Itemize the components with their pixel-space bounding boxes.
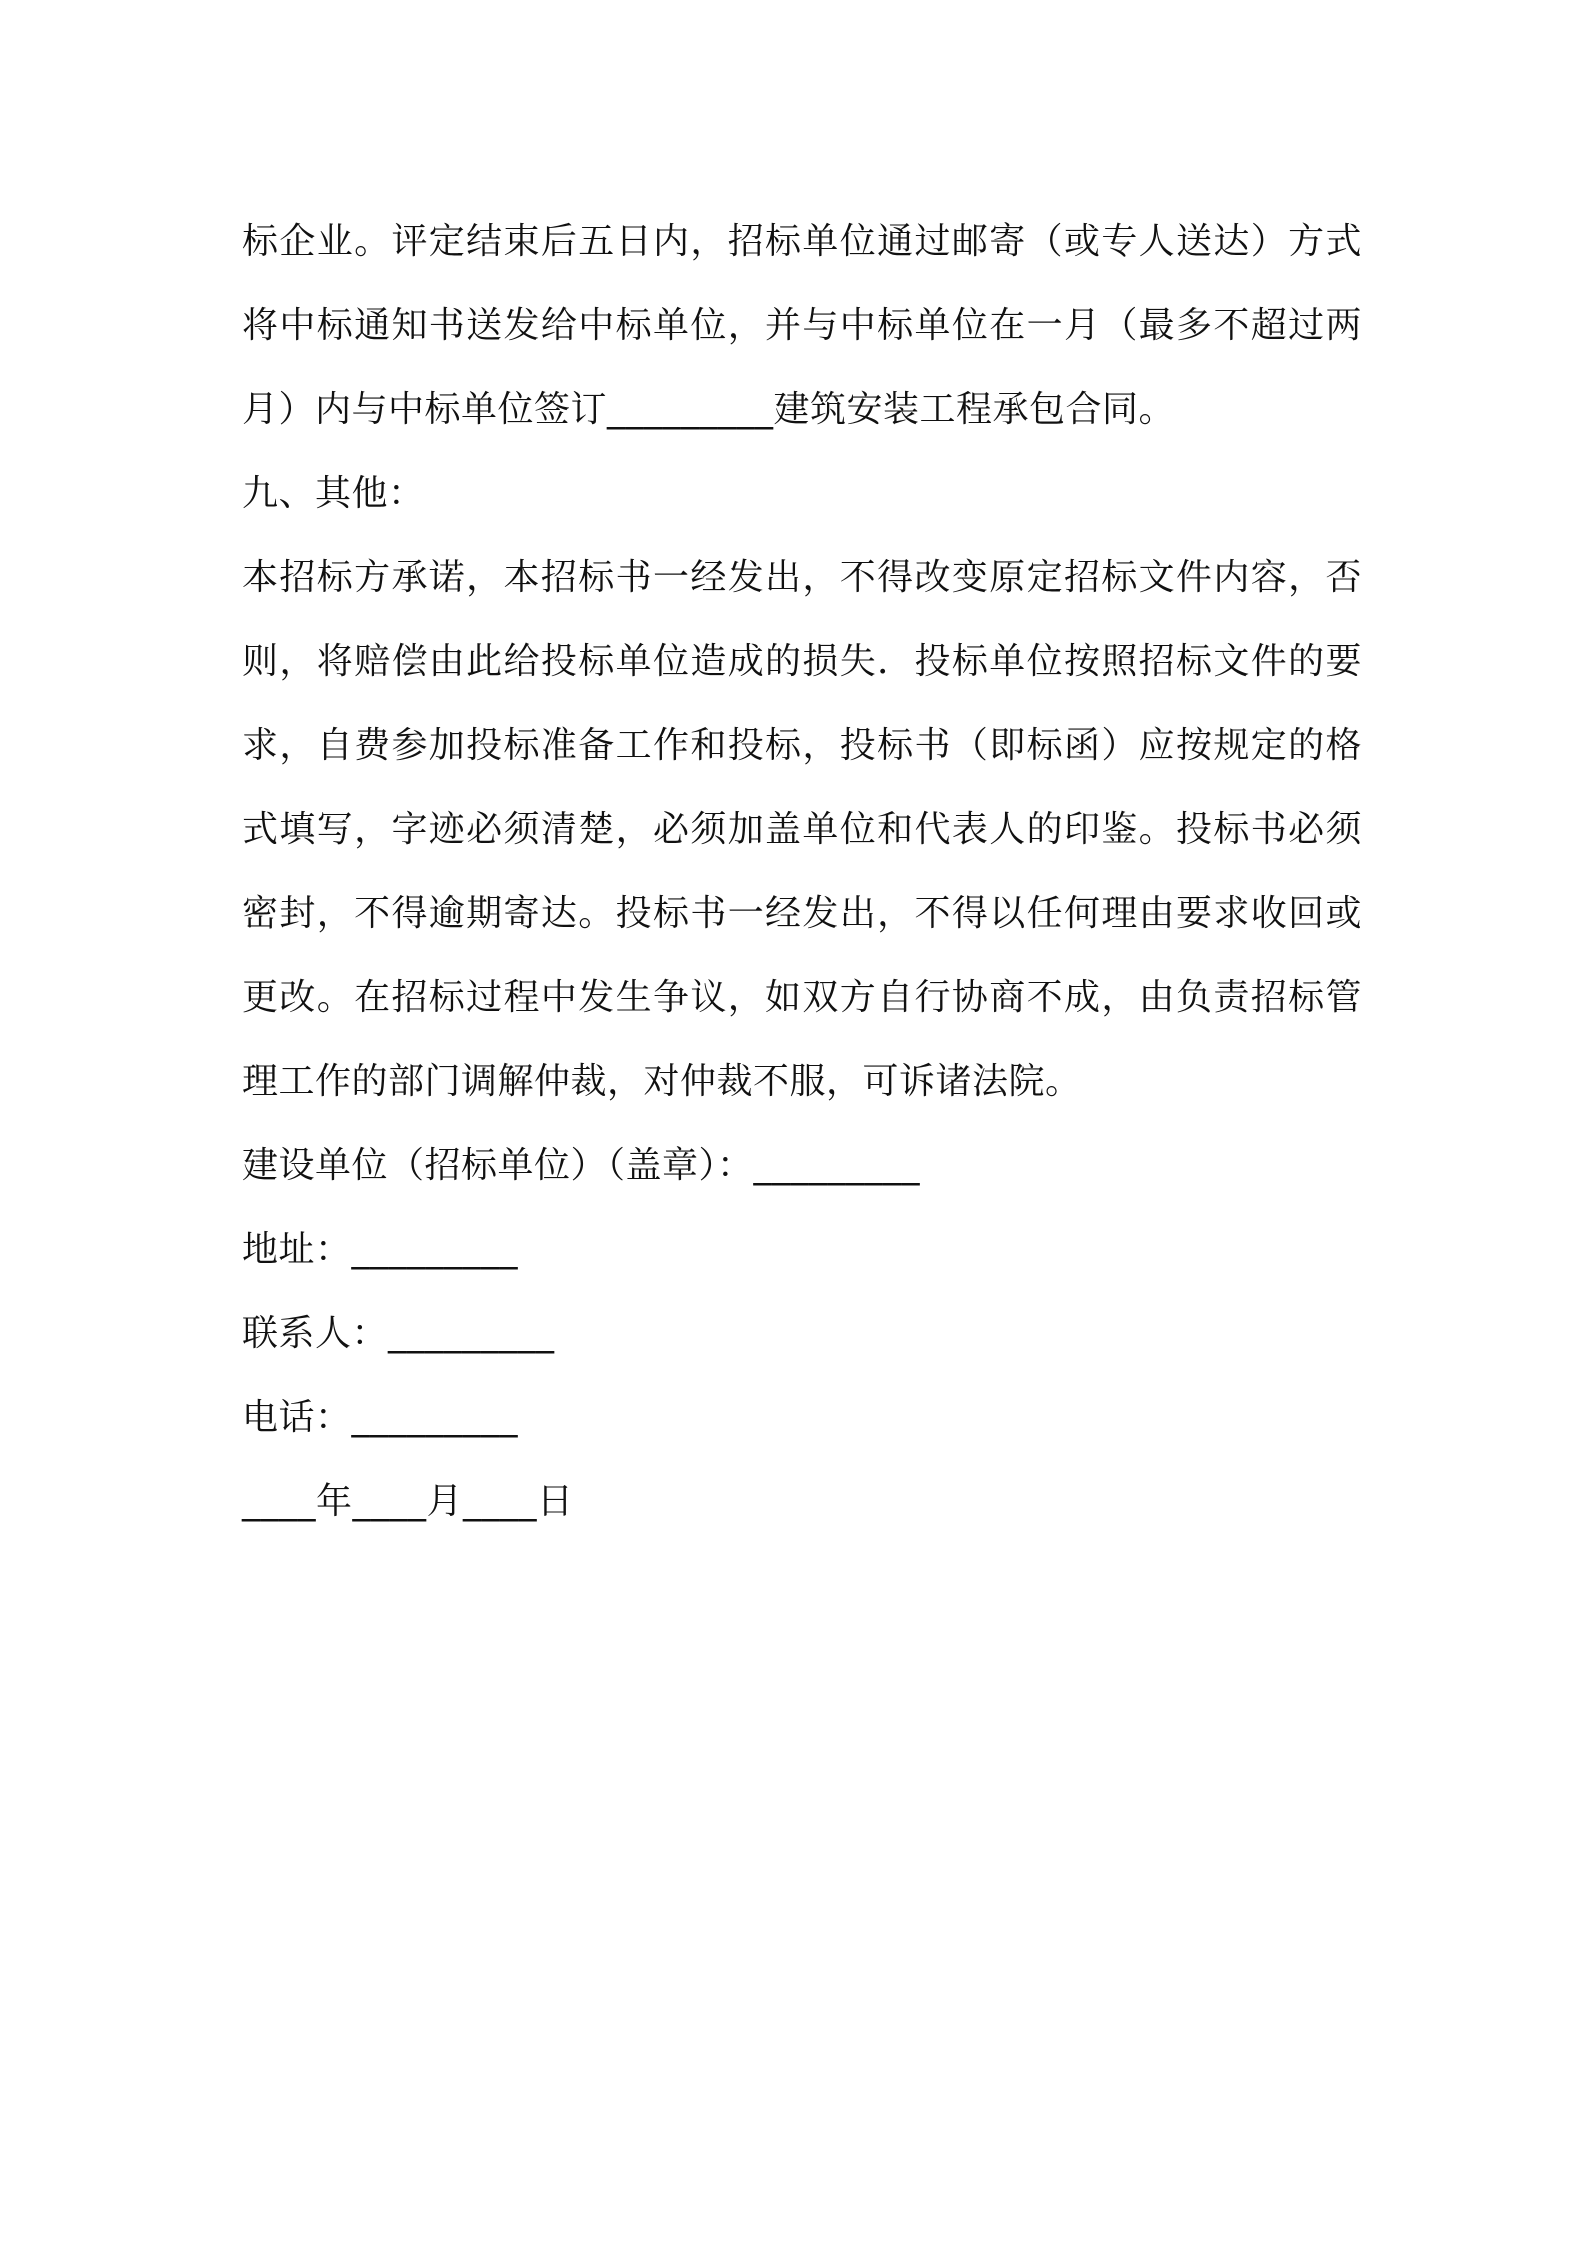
- other-paragraph-line-2: 则，将赔偿由此给投标单位造成的损失．投标单位按照招标文件的要: [242, 641, 1362, 682]
- phone-field: 电话：_________: [242, 1397, 519, 1438]
- other-paragraph-line-7: 理工作的部门调解仲裁，对仲裁不服，可诉诸法院。: [242, 1061, 1082, 1102]
- award-paragraph-line-1: 标企业。评定结束后五日内，招标单位通过邮寄（或专人送达）方式: [242, 221, 1362, 262]
- award-paragraph-line-2: 将中标通知书送发给中标单位，并与中标单位在一月（最多不超过两: [242, 305, 1362, 346]
- other-paragraph-line-3: 求，自费参加投标准备工作和投标，投标书（即标函）应按规定的格: [242, 725, 1362, 766]
- address-field: 地址：_________: [242, 1229, 519, 1270]
- other-paragraph-line-1: 本招标方承诺，本招标书一经发出，不得改变原定招标文件内容，否: [242, 557, 1362, 598]
- builder-seal-field: 建设单位（招标单位）（盖章）：_________: [242, 1145, 921, 1186]
- award-paragraph-line-3: 月）内与中标单位签订_________建筑安装工程承包合同。: [242, 389, 1176, 430]
- other-paragraph-line-6: 更改。在招标过程中发生争议，如双方自行协商不成，由负责招标管: [242, 977, 1362, 1018]
- contact-person-field: 联系人：_________: [242, 1313, 555, 1354]
- document-body: [242, 200, 1362, 1544]
- section-heading-other: 九、其他：: [242, 473, 425, 514]
- other-paragraph-line-4: 式填写，字迹必须清楚，必须加盖单位和代表人的印鉴。投标书必须: [242, 809, 1362, 850]
- date-field: ____年____月____日: [242, 1481, 574, 1522]
- other-paragraph-line-5: 密封，不得逾期寄达。投标书一经发出，不得以任何理由要求收回或: [242, 893, 1362, 934]
